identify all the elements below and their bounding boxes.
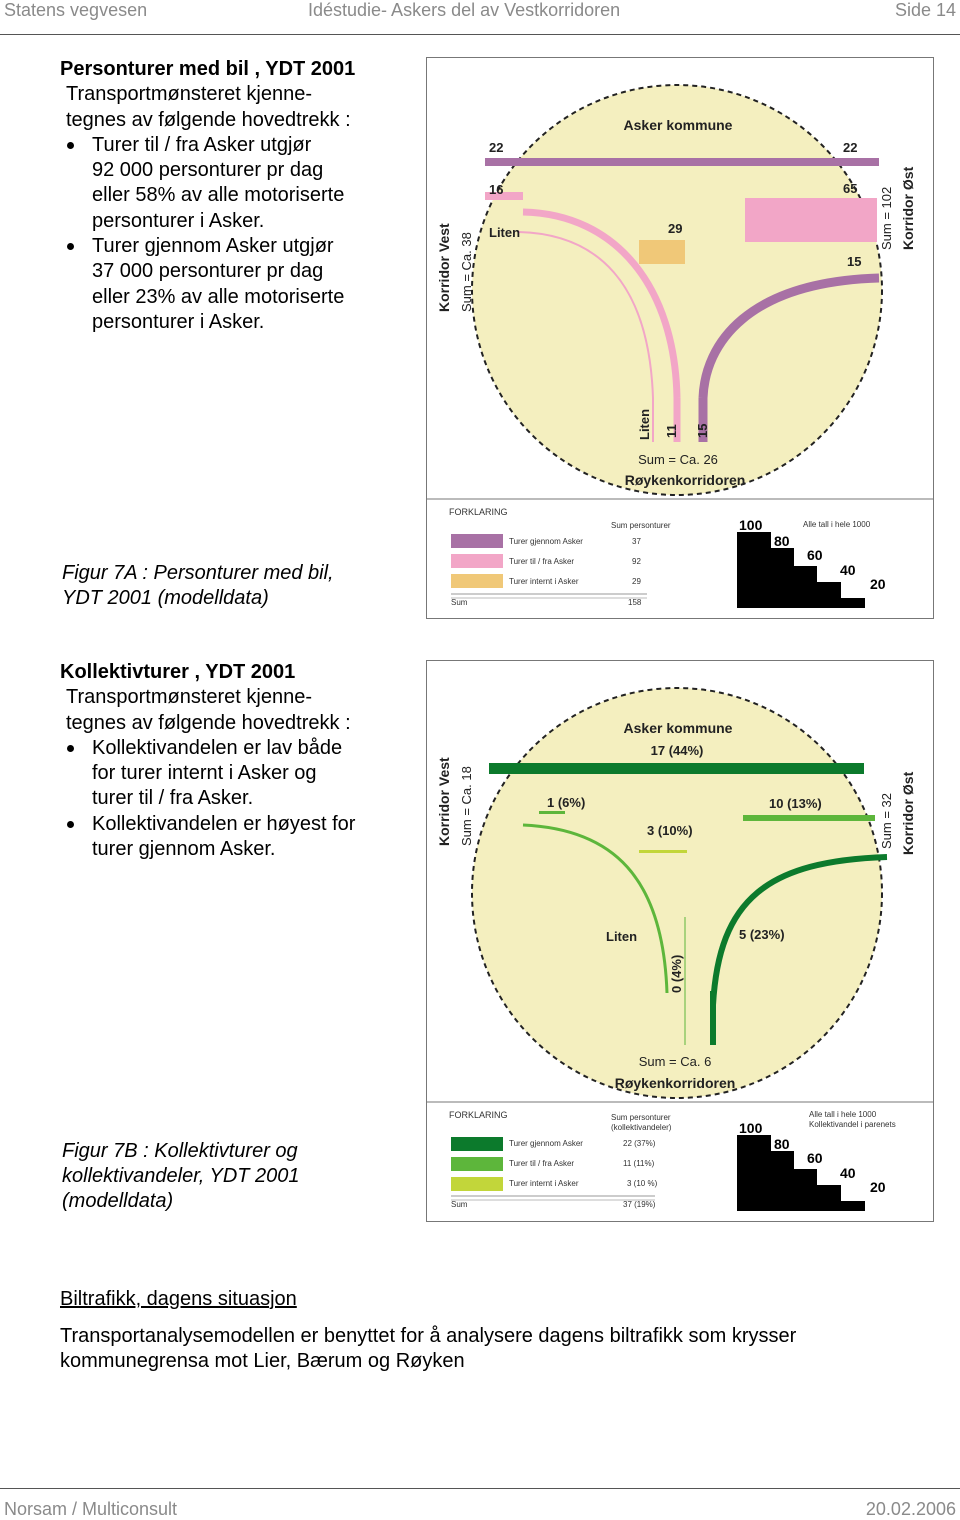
footer-left: Norsam / Multiconsult	[4, 1499, 178, 1519]
label-east-low: 15	[847, 254, 862, 269]
legend-row-value: 11 (11%)	[623, 1159, 655, 1168]
west-corridor-label: Korridor Vest	[436, 757, 452, 846]
bullet-line: Turer gjennom Asker utgjør	[92, 235, 334, 258]
figure-7a	[426, 57, 934, 619]
legend-row-label: Turer gjennom Asker	[509, 1139, 583, 1148]
legend-swatch-through	[451, 534, 503, 548]
legend-row-label: Turer internt i Asker	[509, 577, 579, 586]
west-sum: Sum = Ca. 18	[459, 766, 474, 846]
label-right-mid: 10 (13%)	[769, 796, 822, 811]
legend-sum-head: Sum personturer	[611, 521, 671, 530]
scale-label: 20	[870, 576, 886, 592]
label-center: 29	[668, 221, 683, 236]
intro-line: tegnes av følgende hovedtrekk :	[66, 711, 351, 734]
south-corridor-label: Røykenkorridoren	[624, 472, 746, 488]
label-south-3: 15	[695, 423, 710, 438]
bullet-line: 37 000 personturer pr dag	[92, 260, 324, 283]
intro-line: tegnes av følgende hovedtrekk :	[66, 108, 351, 131]
caption-line: Figur 7A : Personturer med bil,	[62, 562, 334, 584]
legend-head: FORKLARING	[449, 1110, 508, 1120]
label-south-right: 5 (23%)	[739, 927, 785, 942]
legend-swatch-tofrom	[451, 554, 503, 568]
legend-head: FORKLARING	[449, 507, 508, 517]
paragraph-line: Transportanalysemodellen er benyttet for å analysere dagens biltrafikk som krysser	[60, 1325, 797, 1347]
scale-label: 40	[840, 562, 856, 578]
fig-b-legend	[449, 1110, 896, 1211]
legend-note: Alle tall i hele 1000	[803, 520, 871, 529]
label-west-top: 22	[489, 140, 504, 155]
legend-swatch-tofrom	[451, 1157, 503, 1171]
scale-label: 40	[840, 1165, 856, 1181]
legend-row-value: 3 (10 %)	[627, 1179, 658, 1188]
tofrom-east-bar	[743, 815, 875, 821]
bullet-line: personturer i Asker.	[92, 310, 265, 333]
page-footer	[0, 1488, 960, 1519]
caption-line: YDT 2001 (modelldata)	[62, 587, 269, 609]
fig-a-legend	[449, 507, 886, 608]
bullet-line: eller 58% av alle motoriserte	[92, 184, 345, 207]
legend-sum-head: Sum personturer	[611, 1113, 671, 1122]
legend-swatch-through	[451, 1137, 503, 1151]
list-item	[60, 812, 355, 863]
legend-row-label: Turer til / fra Asker	[509, 557, 575, 566]
label-south-2: 11	[664, 424, 679, 438]
scale-label: 60	[807, 1150, 823, 1166]
legend-row-value: 92	[632, 557, 641, 566]
caption-line: kollektivandeler, YDT 2001	[62, 1165, 300, 1187]
bullet-line: Kollektivandelen er lav både	[92, 736, 343, 759]
bullet-line: 92 000 personturer pr dag	[92, 159, 324, 182]
label-south-center: 0 (4%)	[669, 954, 684, 993]
list-item	[60, 234, 355, 335]
label-small: Liten	[606, 929, 638, 944]
paragraph-line: kommunegrensa mot Lier, Bærum og Røyken	[60, 1350, 465, 1372]
figure-7b-caption	[62, 1139, 300, 1214]
page-number: Side 14	[894, 0, 956, 20]
bullet-line: turer gjennom Asker.	[92, 838, 276, 861]
figure-7a-caption	[62, 561, 334, 611]
scale-label: 100	[739, 517, 763, 533]
tofrom-east-bar	[745, 198, 877, 242]
label-east-top: 22	[843, 140, 858, 155]
legend-sum-label: Sum	[451, 1200, 468, 1209]
page-header	[0, 0, 960, 35]
legend-row-label: Turer internt i Asker	[509, 1179, 579, 1188]
intro-line: Transportmønsteret kjenne-	[66, 686, 313, 709]
legend-row-value: 37	[632, 537, 641, 546]
scale-label: 60	[807, 547, 823, 563]
car-trips-title: Personturer med bil , YDT 2001	[60, 58, 356, 80]
legend-row-value: 29	[632, 577, 641, 586]
south-sum: Sum = Ca. 6	[638, 1054, 712, 1069]
legend-note: Kollektivandel i parenets	[809, 1120, 896, 1129]
header-title: Idéstudie- Askers del av Vestkorridoren	[308, 0, 621, 20]
bullet-line: Kollektivandelen er høyest for	[92, 812, 356, 835]
scale-label: 80	[774, 533, 790, 549]
internal-bar	[639, 850, 687, 853]
footer-date: 20.02.2006	[865, 1499, 956, 1519]
legend-sum-label: Sum	[451, 598, 468, 607]
legend-row-label: Turer til / fra Asker	[509, 1159, 575, 1168]
bullet-list	[60, 133, 355, 335]
label-left-mid: 1 (6%)	[547, 795, 586, 810]
south-corridor-label: Røykenkorridoren	[614, 1075, 736, 1091]
car-trips-text	[60, 57, 355, 335]
list-item	[60, 736, 355, 812]
bullet-line: Turer til / fra Asker utgjør	[92, 133, 312, 156]
bullet-line: turer til / fra Asker.	[92, 787, 254, 810]
label-west-mid: 16	[489, 182, 504, 197]
east-corridor-label: Korridor Øst	[900, 771, 916, 855]
transit-trips-title: Kollektivturer , YDT 2001	[60, 661, 296, 683]
legend-swatch-internal	[451, 1177, 503, 1191]
bullet-line: personturer i Asker.	[92, 209, 265, 232]
label-south-1: Liten	[637, 408, 652, 440]
legend-note: Alle tall i hele 1000	[809, 1110, 877, 1119]
legend-swatch-internal	[451, 574, 503, 588]
label-east-mid: 65	[843, 181, 858, 196]
scale-label: 20	[870, 1179, 886, 1195]
scale-label: 100	[739, 1120, 763, 1136]
fig-b-title: Asker kommune	[623, 720, 733, 736]
scale-label: 80	[774, 1136, 790, 1152]
tofrom-west-bar	[539, 811, 565, 814]
section-heading: Biltrafikk, dagens situasjon	[60, 1288, 297, 1310]
legend-sum-value: 37 (19%)	[623, 1200, 656, 1209]
intro-line: Transportmønsteret kjenne-	[66, 83, 313, 106]
east-sum: Sum = 32	[879, 792, 894, 849]
east-sum: Sum = 102	[879, 186, 894, 250]
figure-7b	[426, 660, 934, 1222]
list-item	[60, 133, 355, 234]
through-bar	[489, 763, 864, 774]
label-west-small: Liten	[489, 225, 521, 240]
header-left: Statens vegvesen	[4, 0, 148, 20]
south-sum: Sum = Ca. 26	[638, 452, 718, 467]
legend-sum-head: (kollektivandeler)	[611, 1123, 672, 1132]
label-center: 3 (10%)	[647, 823, 693, 838]
legend-row-label: Turer gjennom Asker	[509, 537, 583, 546]
through-bar	[485, 158, 879, 166]
east-corridor-label: Korridor Øst	[900, 166, 916, 250]
internal-bar	[639, 240, 685, 264]
caption-line: (modelldata)	[62, 1190, 174, 1212]
bullet-line: eller 23% av alle motoriserte	[92, 285, 345, 308]
legend-row-value: 22 (37%)	[623, 1139, 656, 1148]
fig-a-title: Asker kommune	[623, 117, 733, 133]
west-corridor-label: Korridor Vest	[436, 223, 452, 312]
label-top-value: 17 (44%)	[650, 743, 704, 758]
caption-line: Figur 7B : Kollektivturer og	[62, 1140, 298, 1162]
bullet-list	[60, 736, 355, 862]
west-sum: Sum = Ca. 38	[459, 232, 474, 312]
legend-sum-value: 158	[628, 598, 642, 607]
bullet-line: for turer internt i Asker og	[92, 762, 317, 785]
transit-trips-text	[60, 660, 355, 862]
body-paragraph	[60, 1324, 910, 1374]
